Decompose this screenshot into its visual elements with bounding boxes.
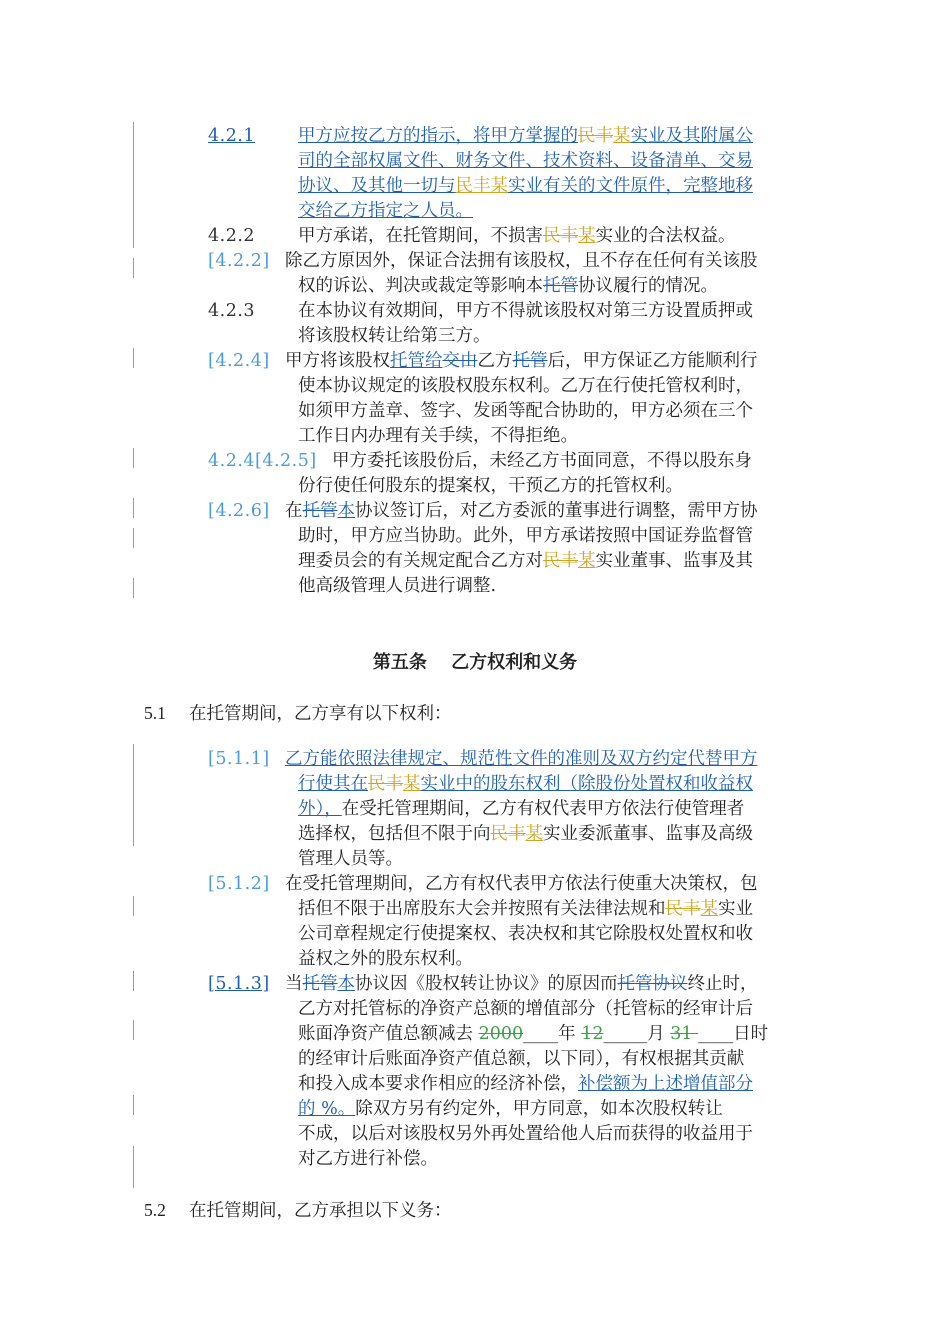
inserted-text: 实业有关的文件原件，完整地移 [508, 176, 753, 196]
text-line [298, 1097, 806, 1122]
text-run: 和投入成本要求作相应的经济补偿， [298, 1074, 578, 1094]
text-line [298, 399, 806, 424]
text-line [332, 449, 806, 474]
clause-number: [5.1.2] [208, 874, 270, 894]
inserted-text: 的 %。 [298, 1099, 356, 1119]
text-run: 不成，以后对该股权另外再处置给他人后而获得的收益用于 [298, 1124, 753, 1144]
text-run: 甲方承诺，在托管期间，不损害 [298, 226, 543, 246]
text-run: 实业的合法权益。 [595, 226, 736, 246]
section-5-2 [144, 1197, 452, 1222]
text-run: _____月 [603, 1024, 671, 1044]
text-line [298, 474, 806, 499]
deleted-text: 12 [581, 1024, 604, 1044]
clause-number: [4.2.4] [208, 351, 270, 371]
clause-number: 4.2.4[4.2.5] [208, 451, 317, 471]
text-line [298, 997, 806, 1022]
clause-text [285, 747, 806, 872]
inserted-text: 甲方应按乙方的指示，将甲方掌握的 [298, 126, 578, 146]
text-run: ____日时 [698, 1024, 769, 1044]
inserted-text: 本 [337, 974, 355, 994]
change-bar [133, 498, 134, 518]
text-line [298, 224, 806, 249]
text-line [298, 124, 806, 149]
text-line [298, 1122, 806, 1147]
text-run: 甲方委托该股份后，未经乙方书面同意，不得以股东身 [332, 451, 752, 471]
inserted-text: 本 [337, 501, 355, 521]
deleted-text: 民丰 [578, 126, 613, 146]
inserted-text: 外）， [298, 799, 342, 819]
clause-text [298, 449, 806, 499]
clause-number: [5.1.1] [208, 749, 270, 769]
text-run: 乙方对托管标的净资产总额的增值部分（托管标的经审计后 [298, 999, 753, 1019]
clause-number: 4.2.1 [208, 126, 256, 146]
text-line [298, 797, 806, 822]
text-run: 公司章程规定行使提案权、表决权和其它除股权处置权和收 [298, 924, 753, 944]
text-line [285, 747, 806, 772]
text-line [298, 549, 806, 574]
change-bar [133, 896, 134, 916]
inserted-text: 某 [403, 774, 421, 794]
section-text: 在托管期间，乙方享有以下权利： [189, 704, 452, 724]
text-run: 选择权，包括但不限于向 [298, 824, 491, 844]
text-line [298, 1047, 806, 1072]
text-line [298, 174, 806, 199]
clause-text [285, 349, 806, 449]
text-line [298, 947, 806, 972]
clause-text [285, 249, 806, 299]
text-run: 括但不限于出席股东大会并按照有关法律法规和 [298, 899, 666, 919]
text-line [298, 847, 806, 872]
text-run: 甲方将该股权 [285, 351, 390, 371]
clause-text [285, 499, 806, 599]
change-bar [133, 1020, 134, 1040]
inserted-text: 某 [525, 824, 543, 844]
inserted-text: 补偿额为上述增值部分 [578, 1074, 753, 1094]
change-bar [133, 1095, 134, 1115]
clause-number: [5.1.3] [208, 974, 270, 994]
inserted-text: 某 [613, 126, 631, 146]
text-line [285, 349, 806, 374]
deleted-text: 民丰 [368, 774, 403, 794]
change-bar [133, 971, 134, 991]
change-bar [133, 1146, 134, 1188]
text-line [298, 1147, 806, 1172]
inserted-text: 协议、及其他一切与 [298, 176, 456, 196]
text-run: 实业董事、监事及其 [595, 551, 753, 571]
text-run: 实业 [718, 899, 753, 919]
text-run: 账面净资产值总额减去 [298, 1024, 479, 1044]
clause-text [298, 224, 806, 249]
text-line [298, 149, 806, 174]
section-5-1 [144, 700, 452, 725]
text-line [298, 374, 806, 399]
text-line [285, 249, 806, 274]
deleted-text: 2000 [478, 1024, 524, 1044]
text-run: 益权之外的股东权利。 [298, 949, 473, 969]
text-line [285, 972, 806, 997]
text-run: 使本协议规定的该股权股东权利。乙万在行使托管权利时， [298, 376, 753, 396]
text-run: 协议签订后，对乙方委派的董事进行调整，需甲方协 [355, 501, 758, 521]
text-run: 在 [285, 501, 303, 521]
change-bar [133, 122, 134, 248]
inserted-text: 民丰某 [455, 176, 508, 196]
text-run: 他高级管理人员进行调整. [298, 576, 497, 596]
deleted-text: 交由 [442, 351, 478, 371]
inserted-text: 行使其在 [298, 774, 368, 794]
deleted-text: 民丰 [543, 226, 578, 246]
clause-number: 4.2.3 [208, 301, 256, 321]
deleted-text: 民丰 [543, 551, 578, 571]
text-line [298, 1072, 806, 1097]
inserted-text: 乙方能依照法律规定、规范性文件的准则及双方约定代替甲方 [285, 749, 758, 769]
text-run: ____年 [523, 1024, 582, 1044]
change-bar [133, 258, 134, 278]
deleted-text: 托管 [543, 276, 578, 296]
change-bar [133, 578, 134, 598]
text-run: 终止时， [687, 974, 758, 994]
deleted-text: 托管协议 [617, 974, 688, 994]
text-line [298, 574, 806, 599]
clause-text [298, 299, 806, 349]
text-line [298, 922, 806, 947]
text-run: 乙方 [477, 351, 513, 371]
change-bar [133, 448, 134, 468]
deleted-text: 托管 [302, 974, 338, 994]
deleted-text: 托管 [512, 351, 548, 371]
clause-number: [4.2.2] [208, 251, 270, 271]
text-run: 管理人员等。 [298, 849, 403, 869]
deleted-text: 托管 [302, 501, 338, 521]
inserted-text: 某 [578, 226, 596, 246]
text-run: 对乙方进行补偿。 [298, 1149, 438, 1169]
section-number: 5.2 [144, 1200, 166, 1220]
text-run: 理委员会的有关规定配合乙方对 [298, 551, 543, 571]
text-run: 当 [285, 974, 303, 994]
inserted-text: 交给乙方指定之人员。 [298, 201, 473, 221]
text-line [298, 324, 806, 349]
text-run: 协议履行的情况。 [578, 276, 718, 296]
change-bar [133, 744, 134, 846]
text-run: 除乙方原因外，保证合法拥有该股权，且不存在任何有关该股 [285, 251, 758, 271]
article-heading: 第五条 乙方权利和义务 [372, 652, 578, 673]
text-run: 份行使任何股东的提案权，干预乙方的托管权利。 [298, 476, 683, 496]
text-line [298, 524, 806, 549]
inserted-text: 司的全部权属文件、财务文件、技术资料、设备清单、交易 [298, 151, 753, 171]
text-run: 在本协议有效期间，甲方不得就该股权对第三方设置质押或 [298, 301, 753, 321]
text-line [298, 1022, 806, 1047]
inserted-text: 实业及其附属公 [630, 126, 753, 146]
text-run: 在受托管理期间，乙方有权代表甲方依法行使管理者 [341, 799, 745, 819]
clause-text [298, 124, 806, 224]
text-line [298, 274, 806, 299]
clause-text [285, 972, 806, 1172]
text-run: 实业委派董事、监事及高级 [543, 824, 753, 844]
inserted-text: 某 [700, 899, 718, 919]
text-run: 协议因《股权转让协议》的原因而 [355, 974, 618, 994]
clause-text [285, 872, 806, 972]
text-line [285, 499, 806, 524]
section-number: 5.1 [144, 703, 166, 723]
text-line [298, 772, 806, 797]
text-run: 将该股权转让给第三方。 [298, 326, 491, 346]
text-line [298, 299, 806, 324]
text-run: 在受托管理期间，乙方有权代表甲方依法行使重大决策权，包 [285, 874, 758, 894]
text-line [298, 424, 806, 449]
change-bar [133, 348, 134, 368]
change-bar [133, 528, 134, 548]
text-run: 权的诉讼、判决或裁定等影响本 [298, 276, 543, 296]
deleted-text: 民丰 [490, 824, 526, 844]
text-line [298, 822, 806, 847]
text-run: 的经审计后账面净资产值总额，以下同），有权根据其贡献 [298, 1049, 745, 1069]
section-text: 在托管期间，乙方承担以下义务： [189, 1201, 452, 1221]
deleted-text: 民丰 [665, 899, 701, 919]
inserted-text: 某 [578, 551, 596, 571]
text-run: 如须甲方盖章、签字、发函等配合协助的，甲方必须在三个 [298, 401, 753, 421]
text-line [285, 872, 806, 897]
inserted-text: 托管给 [390, 351, 443, 371]
text-run: 后，甲方保证乙方能顺利行 [547, 351, 758, 371]
text-run: 工作日内办理有关手续，不得拒绝。 [298, 426, 578, 446]
inserted-text: 实业中的股东权利（除股份处置权和收益权 [420, 774, 753, 794]
text-line [298, 199, 806, 224]
deleted-text: 31 [670, 1024, 699, 1044]
text-run: 除双方另有约定外，甲方同意，如本次股权转让 [355, 1099, 723, 1119]
text-line [298, 897, 806, 922]
clause-number: 4.2.2 [208, 226, 256, 246]
text-run: 助时，甲方应当协助。此外，甲方承诺按照中国证券监督管 [298, 526, 753, 546]
clause-number: [4.2.6] [208, 501, 270, 521]
